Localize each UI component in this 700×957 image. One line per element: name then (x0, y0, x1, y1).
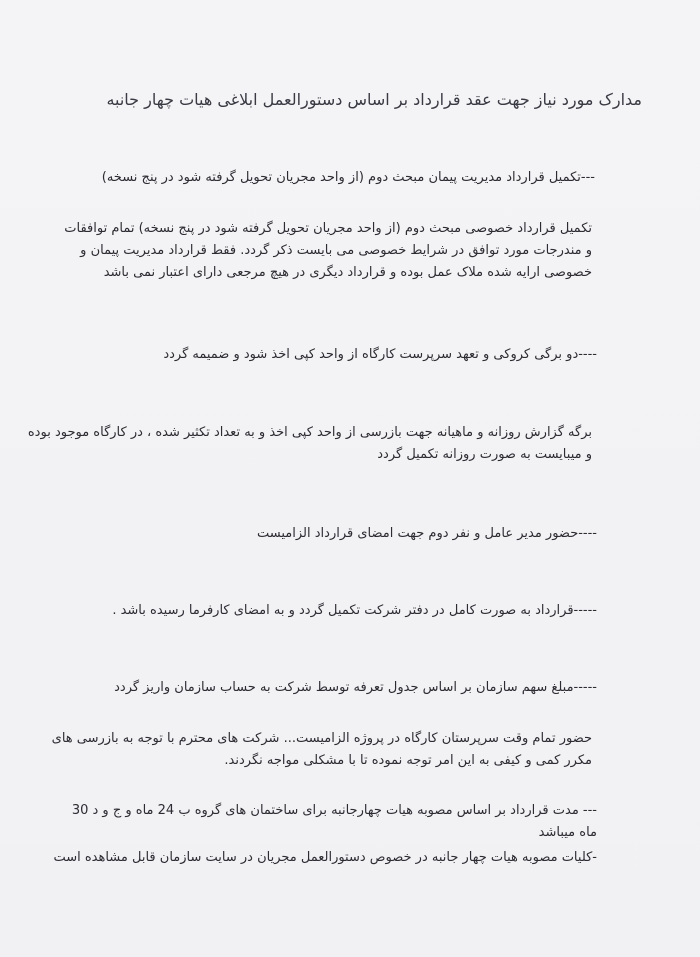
paragraph-line: و میبایست به صورت روزانه تکمیل گردد (377, 447, 592, 462)
item-contract-completion: -----قرارداد به صورت کامل در دفتر شرکت تکمیل گردد و به امضای کارفرما رسیده باشد . (112, 603, 597, 618)
item-management-contract: ---تکمیل قرارداد مدیریت پیمان مبحث دوم (از واحد مجریان تحویل گرفته شود در پنج نسخه) (101, 170, 595, 185)
paragraph-line: ماه میباشد (538, 825, 597, 840)
paragraph-line: حضور تمام وقت سرپرستان کارگاه در پروژه الزامیست... شرکت های محترم با توجه به بازرسی های (51, 731, 592, 746)
paragraph-line: --- مدت قرارداد بر اساس مصوبه هیات چهارجانبه برای ساختمان های گروه ب 24 ماه و ج و د 30 (71, 803, 597, 818)
item-organization-share: -----مبلغ سهم سازمان بر اساس جدول تعرفه توسط شرکت به حساب سازمان واریز گردد (114, 680, 597, 695)
paragraph-contract-duration (72, 800, 597, 844)
paragraph-line: و مندرجات مورد توافق در شرایط خصوصی می بایست ذکر گردد. فقط قرارداد مدیریت پیمان و (80, 243, 592, 258)
paragraph-line: تکمیل قرارداد خصوصی مبحث دوم (از واحد مجریان تحویل گرفته شود در پنج نسخه) تمام توافقات (64, 221, 592, 236)
item-ceo-presence: ----حضور مدیر عامل و نفر دوم جهت امضای قرارداد الزامیست (257, 526, 597, 541)
item-resolution-overview: -کلیات مصوبه هیات چهار جانبه در خصوص دستورالعمل مجریان در سایت سازمان قابل مشاهده است (53, 850, 597, 865)
paragraph-line: برگه گزارش روزانه و ماهیانه جهت بازرسی از واحد کپی اخذ و به تعداد تکثیر شده ، در کارگاه موجود بوده (27, 425, 592, 440)
paragraph-supervisor-presence (52, 728, 592, 772)
paragraph-private-contract (64, 218, 592, 284)
item-sketch-commitment: ----دو برگی کروکی و تعهد سرپرست کارگاه از واحد کپی اخذ شود و ضمیمه گردد (163, 347, 597, 362)
paragraph-line: مکرر کمی و کیفی به این امر توجه نموده تا با مشکلی مواجه نگردند. (224, 753, 592, 768)
paragraph-daily-report (28, 422, 592, 466)
paragraph-line: خصوصی ارایه شده ملاک عمل بوده و قرارداد دیگری در هیچ مرجعی دارای اعتبار نمی باشد (103, 265, 592, 280)
document-title: مدارک مورد نیاز جهت عقد قرارداد بر اساس دستورالعمل ابلاغی هیات چهار جانبه (106, 90, 642, 109)
